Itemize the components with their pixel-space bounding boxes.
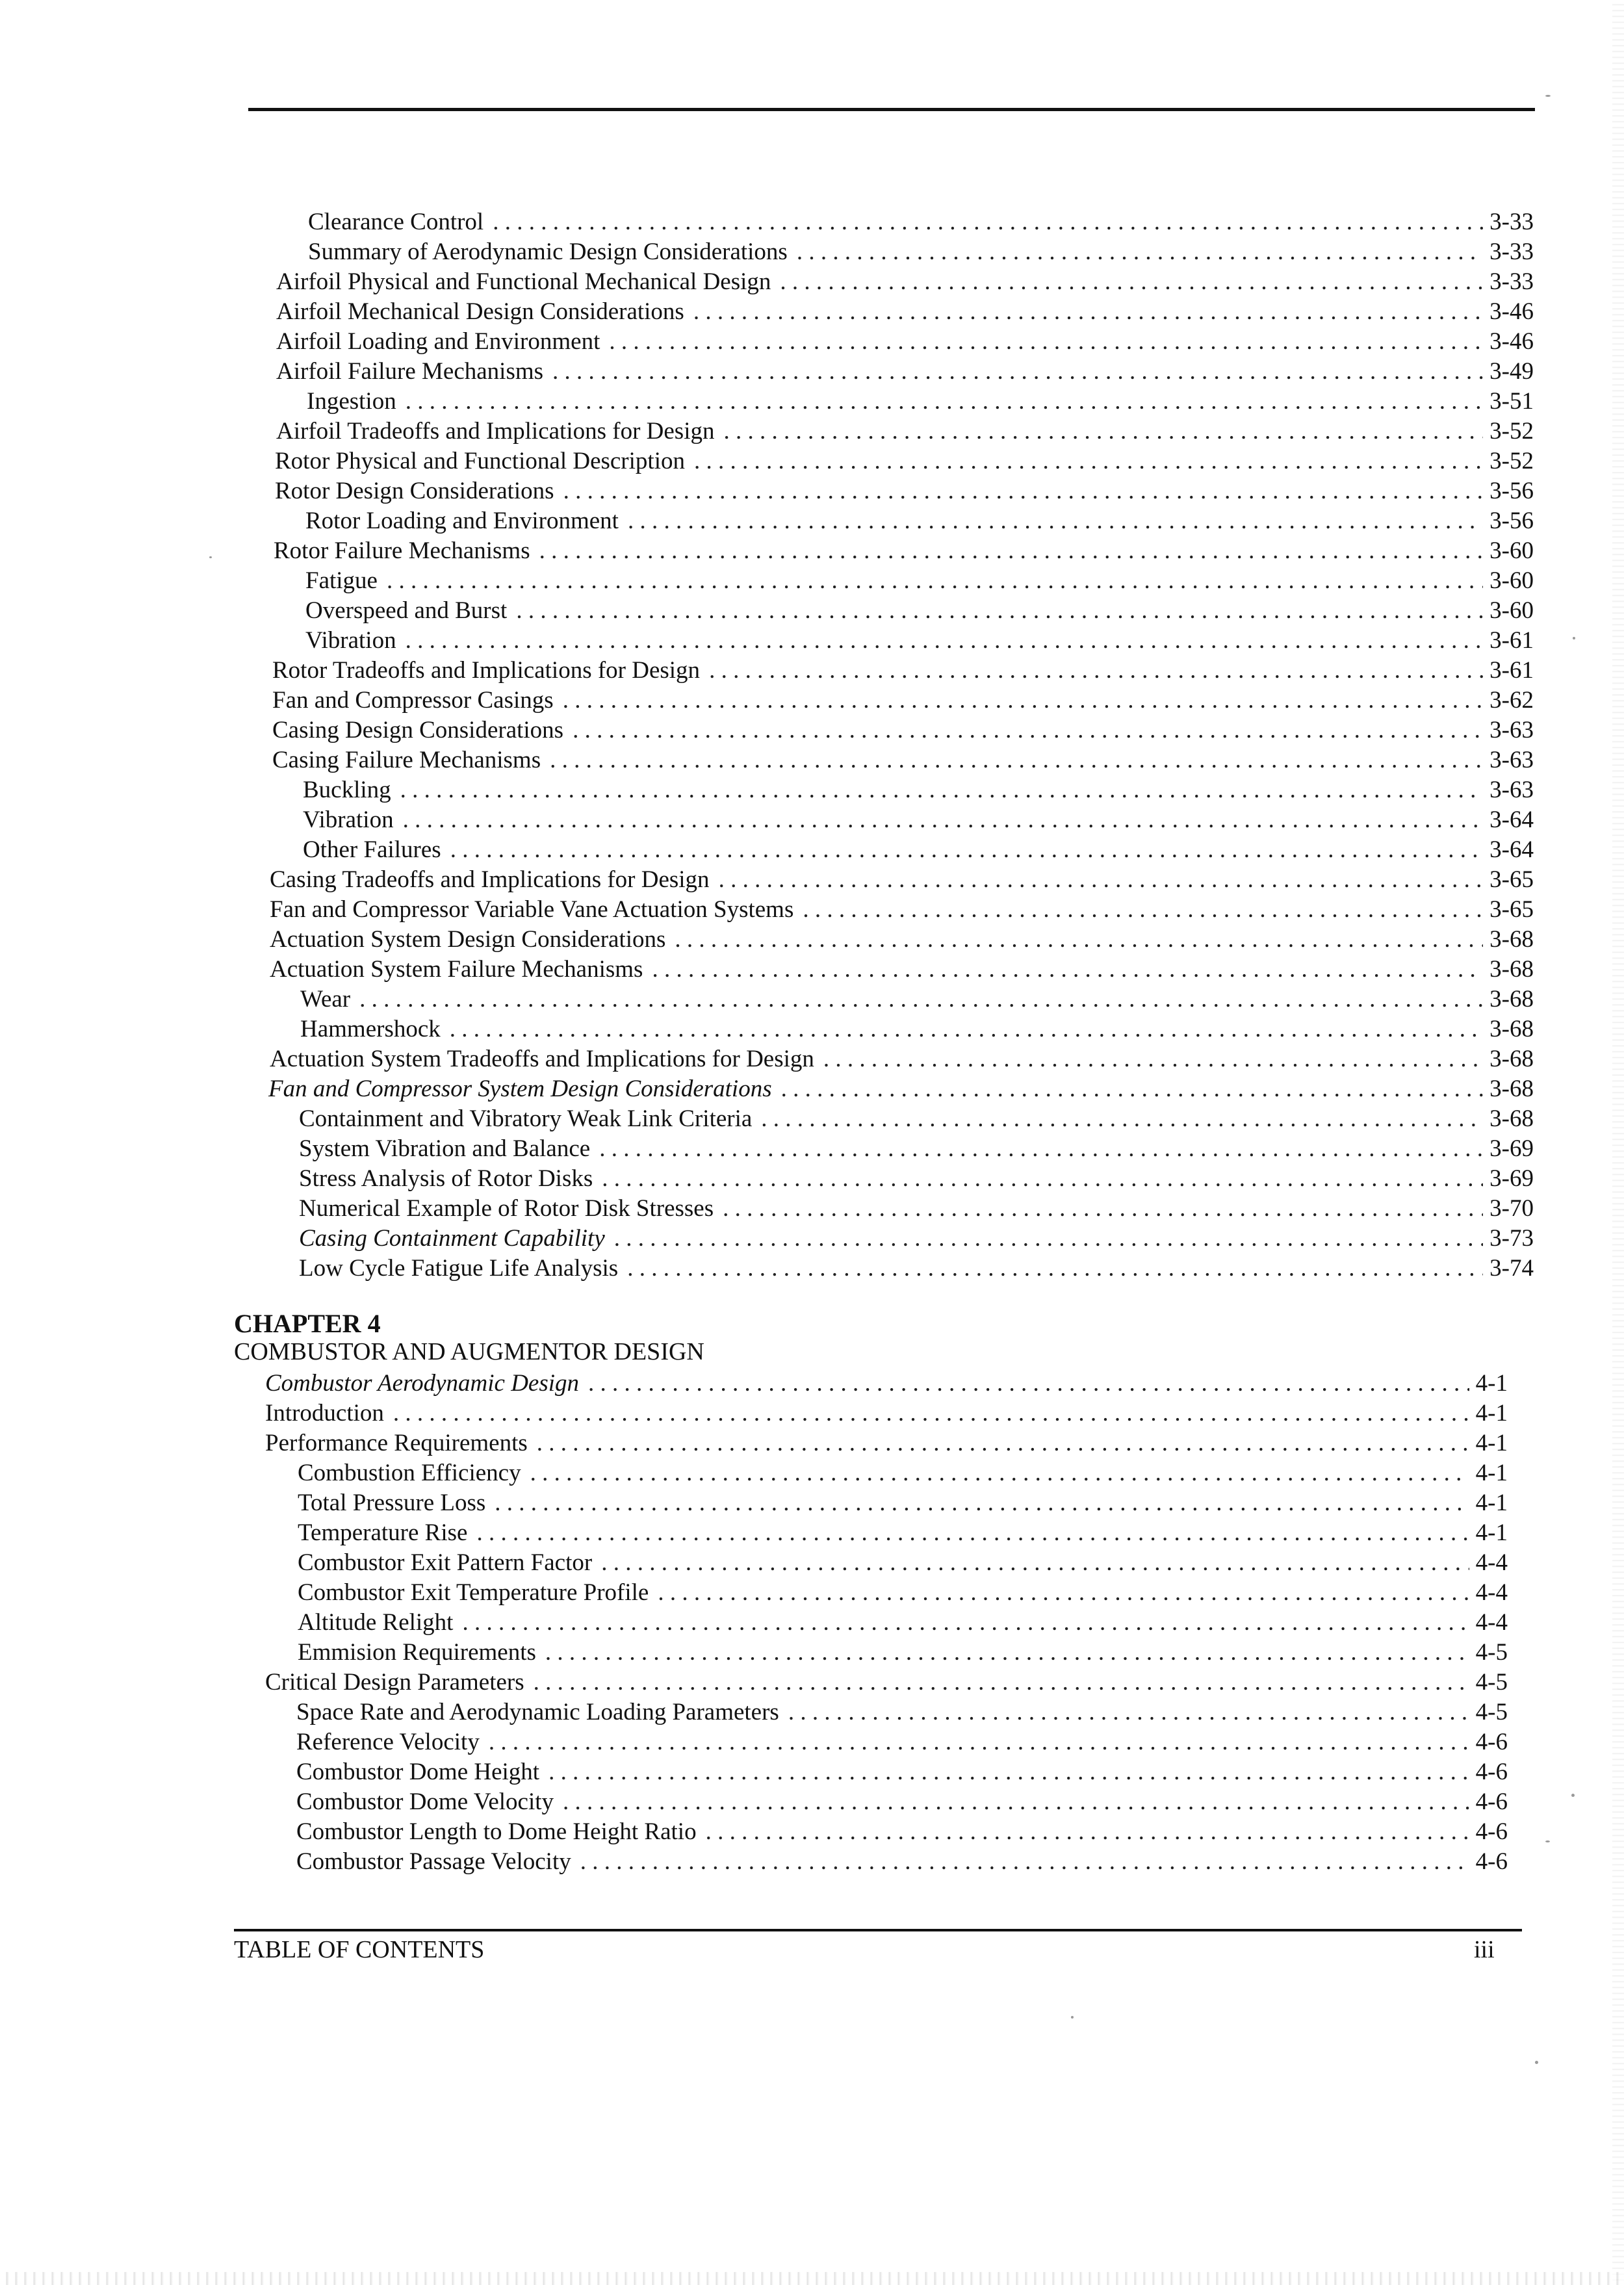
toc-entry	[265, 1428, 1508, 1458]
toc-entry-label: Fan and Compressor System Design Considerations	[268, 1074, 781, 1104]
toc-entry-label: Airfoil Failure Mechanisms	[276, 357, 552, 387]
chapter-title: COMBUSTOR AND AUGMENTOR DESIGN	[234, 1338, 704, 1365]
toc-entry-label: Fatigue	[305, 566, 387, 596]
toc-entry-label: Clearance Control	[308, 207, 493, 237]
toc-entry-page: 3-61	[1483, 626, 1534, 656]
toc-entry	[303, 805, 1534, 835]
toc-entry-label: Rotor Loading and Environment	[305, 506, 628, 536]
toc-entry	[265, 1369, 1508, 1399]
toc-entry	[308, 237, 1534, 267]
toc-entry-page: 3-73	[1483, 1224, 1534, 1254]
dot-leader	[563, 686, 1483, 716]
toc-entry-page: 3-56	[1483, 506, 1534, 536]
header-rule	[248, 108, 1535, 111]
toc-entry-label: Other Failures	[303, 835, 450, 865]
toc-entry-label: Casing Containment Capability	[299, 1224, 614, 1254]
toc-entry-label: Airfoil Tradeoffs and Implications for Design	[276, 417, 723, 446]
toc-entry-page: 3-68	[1483, 925, 1534, 955]
toc-entry	[296, 1847, 1508, 1877]
toc-entry	[296, 1727, 1508, 1757]
toc-entry-page: 3-69	[1483, 1164, 1534, 1194]
dot-leader	[580, 1847, 1469, 1877]
toc-entry-label: Actuation System Tradeoffs and Implications for Design	[270, 1044, 823, 1074]
dot-leader	[406, 626, 1484, 656]
toc-entry-page: 3-68	[1483, 955, 1534, 985]
toc-entry	[276, 267, 1534, 297]
toc-entry	[296, 1787, 1508, 1817]
toc-entry-page: 3-64	[1483, 835, 1534, 865]
toc-entry-page: 4-1	[1469, 1428, 1508, 1458]
toc-entry-label: Altitude Relight	[298, 1608, 462, 1638]
scan-speck	[1571, 1794, 1575, 1797]
footer-title: TABLE OF CONTENTS	[234, 1936, 485, 1963]
toc-entry	[305, 596, 1534, 626]
dot-leader	[723, 417, 1483, 446]
dot-leader	[602, 1164, 1483, 1194]
toc-entry-label: Numerical Example of Rotor Disk Stresses	[299, 1194, 723, 1224]
toc-entry-label: Critical Design Parameters	[265, 1668, 534, 1698]
scan-speck	[1545, 1840, 1550, 1842]
dot-leader	[403, 805, 1484, 835]
toc-entry-label: Airfoil Physical and Functional Mechanical Design	[276, 267, 780, 297]
toc-entry-label: Combustor Dome Height	[296, 1757, 548, 1787]
toc-entry	[303, 775, 1534, 805]
toc-entry-label: Combustor Exit Pattern Factor	[298, 1548, 601, 1578]
toc-entry	[276, 357, 1534, 387]
toc-entry-label: Combustor Exit Temperature Profile	[298, 1578, 658, 1608]
toc-entry-label: Rotor Design Considerations	[275, 476, 563, 506]
toc-entry-label: Total Pressure Loss	[298, 1488, 495, 1518]
toc-entry-page: 3-46	[1483, 297, 1534, 327]
toc-entry	[298, 1548, 1508, 1578]
toc-entry	[299, 1164, 1534, 1194]
toc-entry	[305, 506, 1534, 536]
dot-leader	[545, 1638, 1469, 1668]
dot-leader	[609, 327, 1483, 357]
toc-entry-page: 3-65	[1483, 895, 1534, 925]
toc-entry-label: Airfoil Loading and Environment	[276, 327, 609, 357]
toc-entry-label: Stress Analysis of Rotor Disks	[299, 1164, 602, 1194]
toc-entry-page: 4-5	[1469, 1698, 1508, 1727]
toc-entry	[298, 1608, 1508, 1638]
dot-leader	[601, 1548, 1469, 1578]
toc-entry	[296, 1757, 1508, 1787]
toc-entry	[270, 955, 1534, 985]
toc-entry-page: 4-4	[1469, 1548, 1508, 1578]
toc-entry-page: 3-33	[1483, 267, 1534, 297]
scan-bottom-noise	[0, 2272, 1624, 2285]
dot-leader	[359, 985, 1483, 1014]
toc-entry-page: 3-60	[1483, 596, 1534, 626]
toc-entry-label: Casing Design Considerations	[272, 716, 573, 745]
toc-entry-page: 3-33	[1483, 237, 1534, 267]
dot-leader	[489, 1727, 1469, 1757]
toc-entry	[265, 1668, 1508, 1698]
toc-entry-label: Performance Requirements	[265, 1428, 537, 1458]
toc-entry	[275, 476, 1534, 506]
toc-entry-label: Combustor Length to Dome Height Ratio	[296, 1817, 706, 1847]
scan-speck	[1071, 2016, 1074, 2019]
toc-entry-page: 3-69	[1483, 1134, 1534, 1164]
dot-leader	[563, 476, 1484, 506]
toc-entry	[305, 566, 1534, 596]
toc-entry-label: Fan and Compressor Variable Vane Actuation Systems	[270, 895, 803, 925]
toc-entry-label: Ingestion	[307, 387, 406, 417]
toc-entry-label: Rotor Tradeoffs and Implications for Design	[272, 656, 709, 686]
dot-leader	[563, 1787, 1469, 1817]
toc-entry-page: 3-33	[1483, 207, 1534, 237]
toc-entry-page: 4-1	[1469, 1369, 1508, 1399]
toc-entry-label: Casing Failure Mechanisms	[272, 745, 550, 775]
toc-entry-label: Summary of Aerodynamic Design Considerations	[308, 237, 797, 267]
dot-leader	[781, 1074, 1484, 1104]
toc-entry-label: Overspeed and Burst	[305, 596, 516, 626]
toc-entry	[296, 1698, 1508, 1727]
toc-entry-label: Vibration	[303, 805, 403, 835]
dot-leader	[823, 1044, 1483, 1074]
toc-entry	[270, 925, 1534, 955]
toc-entry-page: 4-1	[1469, 1488, 1508, 1518]
toc-entry	[270, 895, 1534, 925]
toc-entry-label: Hammershock	[300, 1014, 450, 1044]
dot-leader	[552, 357, 1483, 387]
toc-entry	[265, 1399, 1508, 1428]
toc-entry	[299, 1104, 1534, 1134]
toc-entry-page: 4-6	[1469, 1817, 1508, 1847]
dot-leader	[573, 716, 1483, 745]
toc-entry-page: 3-70	[1483, 1194, 1534, 1224]
dot-leader	[588, 1369, 1469, 1399]
toc-entry-page: 3-49	[1483, 357, 1534, 387]
toc-entry-label: Temperature Rise	[298, 1518, 476, 1548]
toc-entry	[276, 327, 1534, 357]
toc-entry-label: Containment and Vibratory Weak Link Criteria	[299, 1104, 761, 1134]
toc-entry-page: 3-63	[1483, 716, 1534, 745]
dot-leader	[693, 297, 1483, 327]
toc-entry-page: 4-5	[1469, 1638, 1508, 1668]
toc-entry	[305, 626, 1534, 656]
toc-entry	[307, 387, 1534, 417]
toc-entry-page: 4-6	[1469, 1757, 1508, 1787]
dot-leader	[675, 925, 1483, 955]
dot-leader	[706, 1817, 1469, 1847]
toc-entry-page: 3-74	[1483, 1254, 1534, 1284]
dot-leader	[450, 835, 1483, 865]
dot-leader	[393, 1399, 1469, 1428]
dot-leader	[627, 1254, 1483, 1284]
toc-entry-label: Combustor Aerodynamic Design	[265, 1369, 588, 1399]
toc-entry-page: 3-63	[1483, 775, 1534, 805]
toc-entry-label: Rotor Failure Mechanisms	[274, 536, 539, 566]
toc-entry	[272, 745, 1534, 775]
toc-entry	[275, 446, 1534, 476]
toc-entry-label: Vibration	[305, 626, 406, 656]
dot-leader	[550, 745, 1483, 775]
dot-leader	[614, 1224, 1483, 1254]
toc-entry-page: 4-4	[1469, 1578, 1508, 1608]
toc-entry	[299, 1134, 1534, 1164]
toc-entry-page: 4-1	[1469, 1399, 1508, 1428]
toc-entry	[270, 1044, 1534, 1074]
toc-entry	[272, 656, 1534, 686]
toc-entry	[270, 865, 1534, 895]
dot-leader	[476, 1518, 1469, 1548]
toc-entry-page: 3-62	[1483, 686, 1534, 716]
dot-leader	[516, 596, 1483, 626]
toc-entry-page: 3-64	[1483, 805, 1534, 835]
toc-entry-label: Reference Velocity	[296, 1727, 489, 1757]
dot-leader	[534, 1668, 1469, 1698]
toc-entry	[276, 417, 1534, 446]
toc-entry-label: Combustion Efficiency	[298, 1458, 530, 1488]
toc-entry-label: Actuation System Design Considerations	[270, 925, 675, 955]
toc-entry	[298, 1578, 1508, 1608]
toc-entry	[272, 686, 1534, 716]
dot-leader	[723, 1194, 1483, 1224]
toc-entry	[299, 1224, 1534, 1254]
toc-entry-page: 3-68	[1483, 1044, 1534, 1074]
scan-speck	[1545, 95, 1551, 97]
toc-entry	[298, 1638, 1508, 1668]
toc-entry	[303, 835, 1534, 865]
toc-entry-page: 3-65	[1483, 865, 1534, 895]
toc-entry-page: 3-68	[1483, 1104, 1534, 1134]
dot-leader	[406, 387, 1483, 417]
chapter-number: CHAPTER 4	[234, 1309, 381, 1338]
toc-entry-label: Emmision Requirements	[298, 1638, 545, 1668]
dot-leader	[797, 237, 1483, 267]
dot-leader	[400, 775, 1484, 805]
page-number: iii	[1474, 1936, 1495, 1963]
toc-entry	[276, 297, 1534, 327]
toc-entry-page: 4-1	[1469, 1518, 1508, 1548]
toc-entry-page: 4-5	[1469, 1668, 1508, 1698]
toc-entry-page: 4-1	[1469, 1458, 1508, 1488]
scan-speck	[209, 556, 212, 558]
toc-entry-page: 3-52	[1483, 446, 1534, 476]
toc-entry-label: Fan and Compressor Casings	[272, 686, 563, 716]
toc-entry-label: Actuation System Failure Mechanisms	[270, 955, 652, 985]
dot-leader	[719, 865, 1484, 895]
toc-entry	[274, 536, 1534, 566]
dot-leader	[761, 1104, 1483, 1134]
toc-entry	[300, 1014, 1534, 1044]
dot-leader	[493, 207, 1483, 237]
dot-leader	[709, 656, 1483, 686]
toc-entry-page: 3-60	[1483, 536, 1534, 566]
toc-entry	[298, 1518, 1508, 1548]
dot-leader	[495, 1488, 1469, 1518]
scan-edge-noise	[1612, 0, 1624, 2285]
toc-entry-page: 3-56	[1483, 476, 1534, 506]
toc-entry-page: 3-60	[1483, 566, 1534, 596]
toc-entry-label: Wear	[300, 985, 359, 1014]
dot-leader	[530, 1458, 1469, 1488]
toc-entry	[299, 1254, 1534, 1284]
dot-leader	[537, 1428, 1469, 1458]
toc-entry	[299, 1194, 1534, 1224]
toc-entry-page: 3-68	[1483, 1014, 1534, 1044]
toc-entry	[298, 1488, 1508, 1518]
toc-entry	[298, 1458, 1508, 1488]
dot-leader	[780, 267, 1483, 297]
toc-entry-page: 3-63	[1483, 745, 1534, 775]
toc-entry-label: Space Rate and Aerodynamic Loading Parameters	[296, 1698, 788, 1727]
dot-leader	[387, 566, 1483, 596]
dot-leader	[599, 1134, 1483, 1164]
dot-leader	[658, 1578, 1469, 1608]
dot-leader	[694, 446, 1483, 476]
dot-leader	[628, 506, 1483, 536]
toc-entry-page: 3-46	[1483, 327, 1534, 357]
toc-entry-label: Buckling	[303, 775, 400, 805]
toc-entry	[272, 716, 1534, 745]
toc-entry-label: Airfoil Mechanical Design Considerations	[276, 297, 693, 327]
toc-entry-label: Introduction	[265, 1399, 393, 1428]
toc-entry	[300, 985, 1534, 1014]
dot-leader	[539, 536, 1484, 566]
toc-entry-label: System Vibration and Balance	[299, 1134, 599, 1164]
dot-leader	[788, 1698, 1469, 1727]
scan-speck	[1573, 637, 1575, 639]
toc-entry	[296, 1817, 1508, 1847]
toc-entry	[268, 1074, 1534, 1104]
dot-leader	[450, 1014, 1483, 1044]
toc-entry-page: 4-6	[1469, 1847, 1508, 1877]
toc-entry-label: Rotor Physical and Functional Description	[275, 446, 694, 476]
footer-rule	[234, 1929, 1522, 1931]
toc-entry-page: 4-4	[1469, 1608, 1508, 1638]
toc-entry-page: 3-51	[1483, 387, 1534, 417]
dot-leader	[462, 1608, 1469, 1638]
toc-entry-page: 4-6	[1469, 1787, 1508, 1817]
toc-entry-page: 3-68	[1483, 1074, 1534, 1104]
dot-leader	[803, 895, 1483, 925]
toc-entry-page: 4-6	[1469, 1727, 1508, 1757]
toc-entry-label: Combustor Passage Velocity	[296, 1847, 580, 1877]
toc-entry-label: Casing Tradeoffs and Implications for Design	[270, 865, 719, 895]
toc-entry-page: 3-52	[1483, 417, 1534, 446]
dot-leader	[548, 1757, 1469, 1787]
scan-speck	[1535, 2061, 1538, 2064]
dot-leader	[652, 955, 1483, 985]
toc-entry	[308, 207, 1534, 237]
toc-entry-label: Low Cycle Fatigue Life Analysis	[299, 1254, 627, 1284]
toc-entry-page: 3-61	[1483, 656, 1534, 686]
toc-entry-page: 3-68	[1483, 985, 1534, 1014]
toc-entry-label: Combustor Dome Velocity	[296, 1787, 563, 1817]
